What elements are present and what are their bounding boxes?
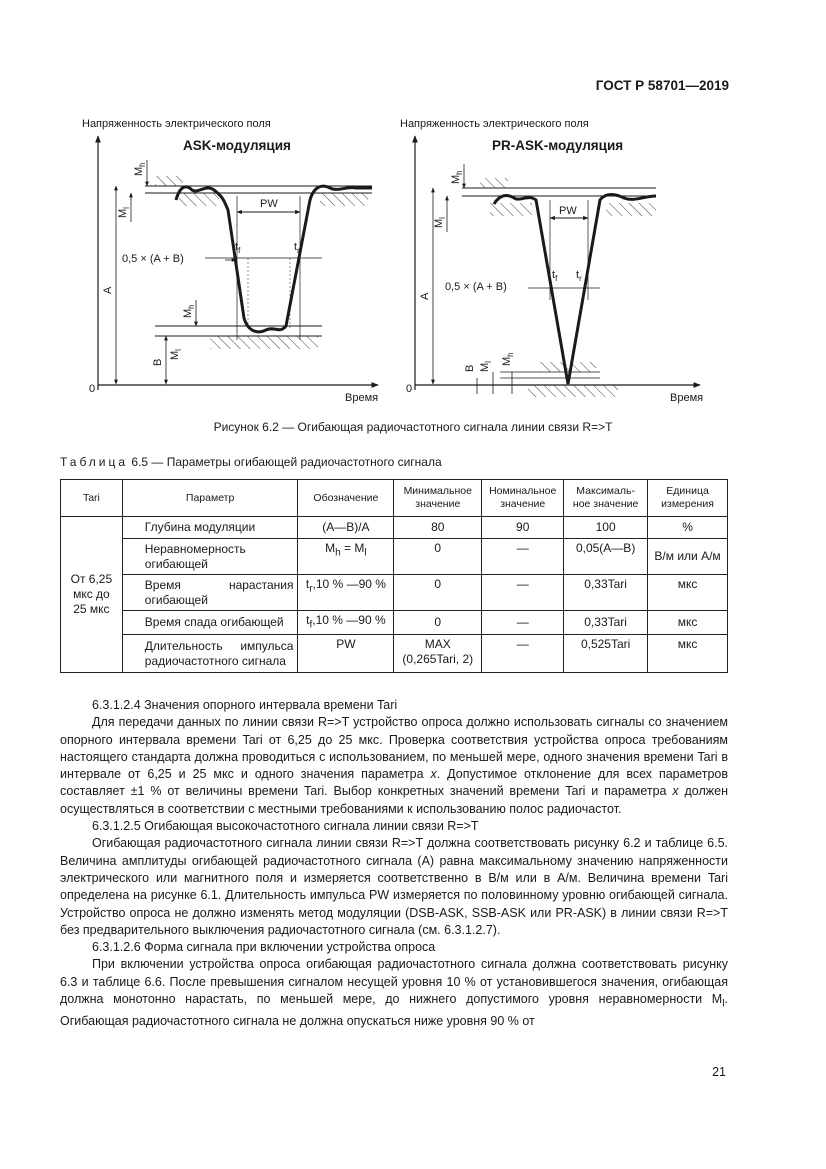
table-row: Время нарастания огибающей $t_r,10$ % —90 % 0 — 0,33Tari мкс <box>61 575 728 611</box>
ask-a-label: A <box>102 286 114 294</box>
table-caption: Таблица 6.5 — Параметры огибающей радиочастотного сигнала <box>60 455 442 469</box>
ask-top-limit-hatch-right <box>320 193 368 206</box>
prask-pw-label: PW <box>559 205 577 217</box>
col-header: Номинальное значение <box>482 480 564 517</box>
section-heading: 6.3.1.2.6 Форма сигнала при включении устройства опроса <box>92 940 436 955</box>
prask-half-level-label: 0,5 × (A + B) <box>445 281 507 293</box>
prask-y-axis-label: Напряженность электрического поля <box>400 118 589 130</box>
paragraph: При включении устройства опроса огибающая радиочастотного сигнала должна соответствовать рисунку 6.3 и таблице 6.6. После превышения сигналом несущей уровня 10 % от установившегося значения, огибающая должна монотонно нарастать, по меньшей мере, до нижнего допустимого уровня неравномерности $M_l$. Огибающая радиочастотного сигнала не должна опускаться ниже уровня 90 % от <box>60 957 728 1028</box>
ask-ml-bottom-label: $M_l$ <box>169 349 183 360</box>
section-heading: 6.3.1.2.5 Огибающая высокочастотного сигнала линии связи R=>T <box>92 819 479 834</box>
ask-y-axis-label: Напряженность электрического поля <box>82 118 271 130</box>
ask-title: ASK-модуляция <box>183 138 291 153</box>
prask-b-label: B <box>464 364 476 372</box>
col-header: Обозначение <box>298 480 394 517</box>
ask-bottom-limit-hatch <box>210 336 318 349</box>
ask-x-axis-label: Время <box>345 392 379 404</box>
document-id: ГОСТ Р 58701—2019 <box>595 78 729 93</box>
ask-ml-top-label: $M_l$ <box>117 207 131 218</box>
col-header: Tari <box>61 480 123 517</box>
figure-caption: Рисунок 6.2 — Огибающая радиочастотного сигнала линии связи R=>T <box>213 420 613 434</box>
ask-mh-bottom-label: $M_h$ <box>182 304 196 318</box>
prask-ml-top-label: $M_l$ <box>433 217 447 228</box>
col-header: Минимальное значение <box>394 480 482 517</box>
prask-mh-bottom-label: $M_h$ <box>501 352 515 366</box>
table-row: Время спада огибающей $t_f,10$ % —90 % 0 — 0,33Tari мкс <box>61 611 728 635</box>
ask-top-max-hatch <box>155 176 183 186</box>
col-header: Максималь-ное значение <box>564 480 648 517</box>
ask-tf-label: $t_f$ <box>235 241 241 255</box>
ask-top-limit-hatch-left <box>179 193 219 206</box>
prask-ml-bottom-label: $M_l$ <box>479 361 493 372</box>
figure-envelope <box>0 100 826 410</box>
ask-tr-label: $t_r$ <box>294 241 300 255</box>
pr-ask-diagram <box>400 118 703 404</box>
section-heading: 6.3.1.2.4 Значения опорного интервала времени Tari <box>92 698 398 712</box>
page-number: 21 <box>712 1065 726 1079</box>
parameters-table <box>60 479 728 673</box>
col-header: Единица измерения <box>648 480 728 517</box>
ask-pw-label: PW <box>260 198 278 210</box>
prask-origin-label: 0 <box>406 383 413 395</box>
prask-mh-top-label: $M_h$ <box>450 170 464 184</box>
prask-title: PR-ASK-модуляция <box>492 138 624 153</box>
prask-x-axis-label: Время <box>670 392 704 404</box>
table-header-row <box>61 480 728 517</box>
prask-a-label: A <box>419 292 431 300</box>
body-text <box>60 697 728 1030</box>
col-header: Параметр <box>122 480 298 517</box>
paragraph: Для передачи данных по линии связи R=>T устройство опроса должно использовать сигналы со значением опорного интервала времени Tari от 6,25 до 25 мкс. Проверка соответствия устройства опроса требованиям настоящего стандарта должна проводиться с использованием, по меньшей мере, одного значения времени Tari в интервале от 6,25 и 25 мкс и одного значения параметра x. Допустимое отклонение для всех параметров составляет ±1 % от величины времени Tari. Выбор конкретных значений времени Tari и параметра x должен осуществляться в соответствии с местными требованиями к использованию полос радиочастот. <box>60 715 728 816</box>
ask-b-label: B <box>152 358 164 366</box>
ask-half-level-label: 0,5 × (A + B) <box>122 253 184 265</box>
ask-mh-top-label: $M_h$ <box>133 162 147 176</box>
prask-envelope-curve <box>494 195 656 385</box>
table-row: Неравномерность огибающей $M_h = M_l$ 0 — 0,05(A—B) В/м или А/м <box>61 539 728 575</box>
table-row: Длительность импульса радиочастотного сигнала PW MAX (0,265Tari, 2) — 0,525Tari мкс <box>61 635 728 673</box>
prask-tf-label: $t_f$ <box>552 269 558 283</box>
paragraph: Огибающая радиочастотного сигнала линии связи R=>T должна соответствовать рисунку 6.2 и таблице 6.5. Величина амплитуды огибающей радиочастотного сигнала (A) равна максимальному значению напряженности электрического или магнитного поля и измеряется соответственно в В/м или в А/м. Величина времени Tari определена на рисунке 6.1. Длительность импульса PW измеряется по половинному уровню огибающей сигнала. Устройство опроса не должно изменять метод модуляции (DSB-ASK, SSB-ASK или PR-ASK) в линии связи R=>T без предварительного выключения радиочастотного сигнала (см. 6.3.1.2.7). <box>60 836 728 937</box>
table-row: От 6,25 мкс до 25 мкс Глубина модуляции (A—B)/A 80 90 100 % <box>61 517 728 539</box>
ask-origin-label: 0 <box>89 383 96 395</box>
ask-diagram <box>82 118 378 404</box>
prask-tr-label: $t_r$ <box>576 269 582 283</box>
tari-cell: От 6,25 мкс до 25 мкс <box>61 517 123 673</box>
